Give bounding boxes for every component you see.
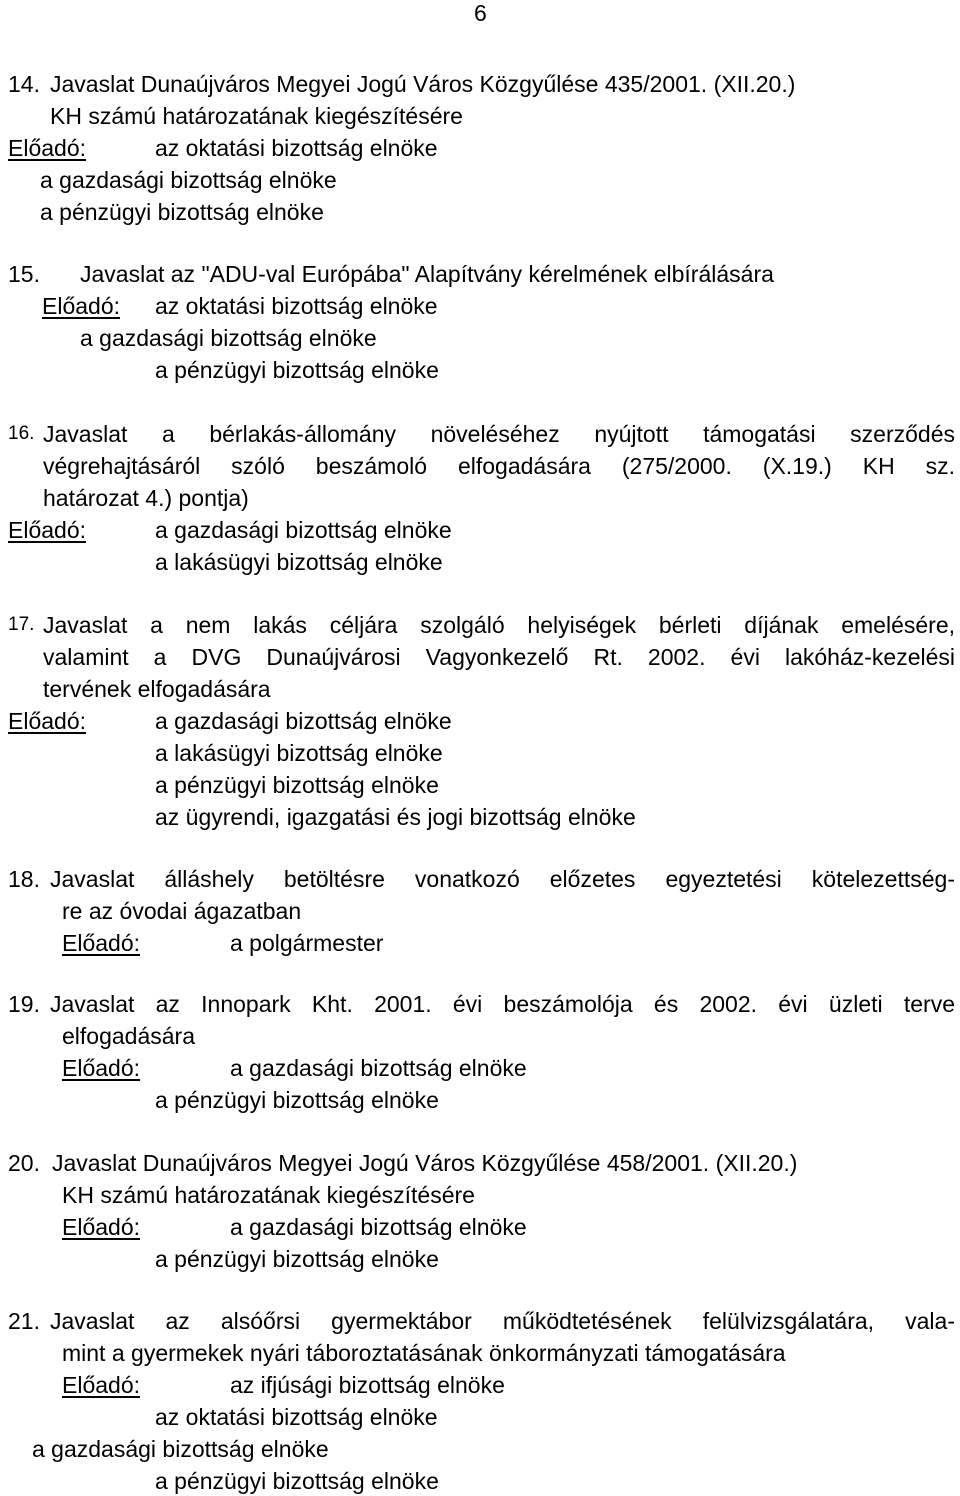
item-title-line: mint a gyermekek nyári táboroztatásának önkormányzati támogatására (62, 1340, 786, 1366)
presenter: a pénzügyi bizottság elnöke (155, 1087, 439, 1113)
presenter: az ifjúsági bizottság elnöke (230, 1372, 505, 1398)
presenter: a gazdasági bizottság elnöke (155, 708, 452, 734)
item-number: 14. (8, 71, 40, 97)
presenter: az oktatási bizottság elnöke (155, 135, 438, 161)
item-title-line: re az óvodai ágazatban (62, 898, 302, 924)
item-title-line: Javaslat Dunaújváros Megyei Jogú Város Közgyűlése 458/2001. (XII.20.) (52, 1150, 798, 1176)
presenter: a pénzügyi bizottság elnöke (155, 357, 439, 383)
item-number: 18. (8, 866, 40, 892)
item-title-line: tervének elfogadására (43, 676, 271, 702)
presenter: a pénzügyi bizottság elnöke (155, 1468, 439, 1494)
item-title-line: KH számú határozatának kiegészítésére (62, 1182, 475, 1208)
presenter-label: Előadó: (42, 293, 121, 319)
presenter: a gazdasági bizottság elnöke (40, 167, 337, 193)
presenter: a lakásügyi bizottság elnöke (155, 549, 443, 575)
item-title-line: valamint a DVG Dunaújvárosi Vagyonkezelő Rt. 2002. évi lakóház-kezelési (43, 644, 955, 670)
presenter: a gazdasági bizottság elnöke (230, 1214, 527, 1240)
item-title-line: Javaslat álláshely betöltésre vonatkozó előzetes egyeztetési kötelezettség- (50, 866, 955, 892)
presenter: a gazdasági bizottság elnöke (230, 1055, 527, 1081)
presenter: a polgármester (230, 930, 384, 956)
presenter-label: Előadó: (62, 1372, 141, 1398)
page-number: 6 (474, 0, 487, 26)
presenter: a gazdasági bizottság elnöke (32, 1436, 329, 1462)
item-number: 17. (8, 614, 35, 635)
item-title-line: Javaslat az Innopark Kht. 2001. évi beszámolója és 2002. évi üzleti terve (50, 991, 955, 1017)
presenter: az oktatási bizottság elnöke (155, 293, 438, 319)
presenter-label: Előadó: (62, 930, 141, 956)
item-title-line: Javaslat az "ADU-val Európába" Alapítvány kérelmének elbírálására (80, 261, 774, 287)
presenter: a lakásügyi bizottság elnöke (155, 740, 443, 766)
presenter: a pénzügyi bizottság elnöke (40, 199, 324, 225)
presenter: a gazdasági bizottság elnöke (80, 325, 377, 351)
presenter: a gazdasági bizottság elnöke (155, 517, 452, 543)
presenter-label: Előadó: (8, 135, 87, 161)
item-title-line: Javaslat Dunaújváros Megyei Jogú Város Közgyűlése 435/2001. (XII.20.) (50, 71, 796, 97)
item-title-line: végrehajtásáról szóló beszámoló elfogadására (275/2000. (X.19.) KH sz. (43, 453, 955, 479)
item-title-line: KH számú határozatának kiegészítésére (50, 103, 463, 129)
item-title-line: Javaslat a nem lakás céljára szolgáló helyiségek bérleti díjának emelésére, (43, 612, 955, 638)
item-title-line: elfogadására (62, 1023, 195, 1049)
item-number: 15. (8, 261, 40, 287)
presenter: a pénzügyi bizottság elnöke (155, 1246, 439, 1272)
item-title-line: határozat 4.) pontja) (43, 485, 249, 511)
item-number: 16. (8, 423, 35, 444)
item-title-line: Javaslat a bérlakás-állomány növeléséhez nyújtott támogatási szerződés (43, 421, 955, 447)
presenter-label: Előadó: (8, 708, 87, 734)
presenter: az ügyrendi, igazgatási és jogi bizottság elnöke (155, 804, 636, 830)
item-number: 20. (8, 1150, 40, 1176)
presenter: a pénzügyi bizottság elnöke (155, 772, 439, 798)
presenter-label: Előadó: (8, 517, 87, 543)
item-number: 21. (8, 1308, 40, 1334)
presenter-label: Előadó: (62, 1055, 141, 1081)
item-number: 19. (8, 991, 40, 1017)
presenter: az oktatási bizottság elnöke (155, 1404, 438, 1430)
presenter-label: Előadó: (62, 1214, 141, 1240)
item-title-line: Javaslat az alsóőrsi gyermektábor működtetésének felülvizsgálatára, vala- (50, 1308, 955, 1334)
